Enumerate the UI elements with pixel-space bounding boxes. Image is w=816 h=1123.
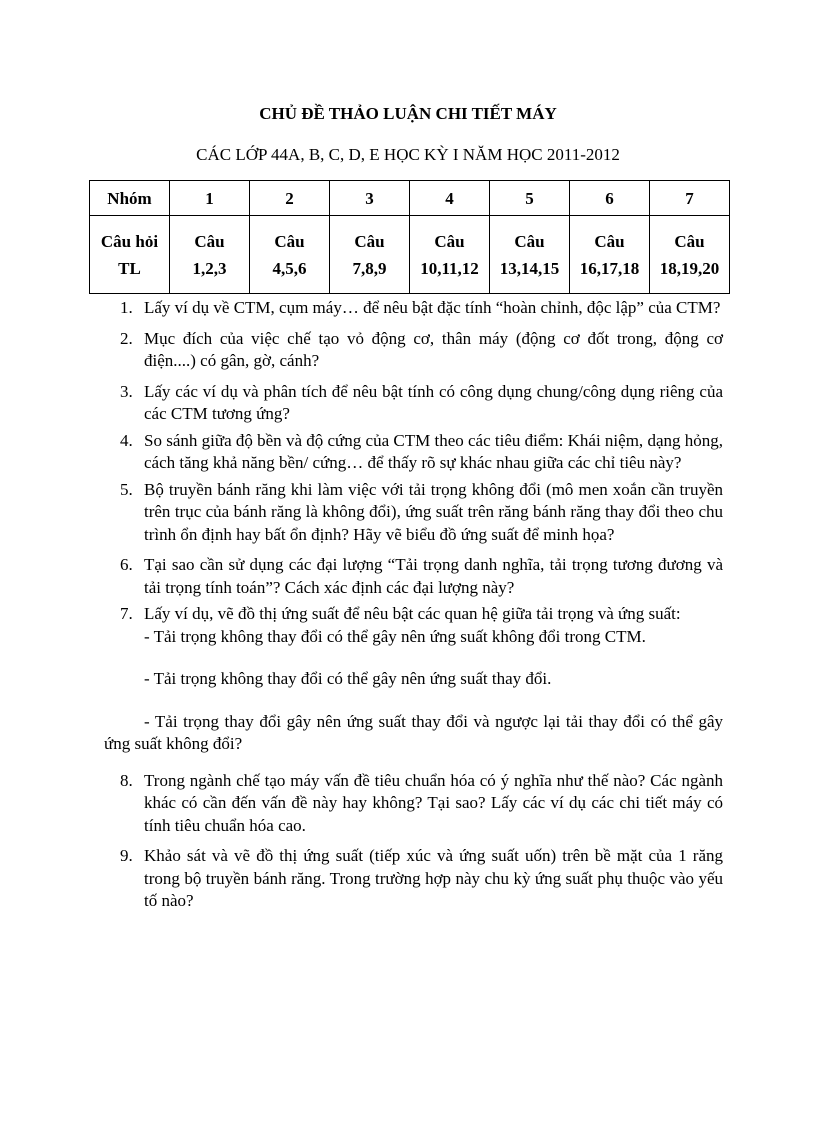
question-text: Tại sao cần sử dụng các đại lượng “Tải trọng danh nghĩa, tải trọng tương đương và tải trọng tính toán”? Cách xác định các đại lượng này? xyxy=(144,555,723,597)
question-text: Lấy các ví dụ và phân tích để nêu bật tính có công dụng chung/công dụng riêng của các CTM tương ứng? xyxy=(144,381,723,423)
question-subitem: - Tải trọng thay đổi gây nên ứng suất thay đổi và ngược lại tải thay đổi có thể gây ứng suất không đổi? xyxy=(104,711,723,753)
question-item xyxy=(104,381,723,426)
question-text: Lấy ví dụ về CTM, cụm máy… để nêu bật đặc tính “hoàn chỉnh, độc lập” của CTM? xyxy=(144,298,721,317)
question-item xyxy=(104,430,723,475)
table-cell-questions: Câu 1,2,3 xyxy=(170,216,250,294)
table-cell-questions: Câu 13,14,15 xyxy=(490,216,570,294)
table-cell-questions: Câu 7,8,9 xyxy=(330,216,410,294)
question-number: 2. xyxy=(120,328,133,348)
question-list xyxy=(104,297,723,913)
table-cell-group: 5 xyxy=(490,181,570,216)
table-cell-questions: Câu 4,5,6 xyxy=(250,216,330,294)
table-cell-questions: Câu 18,19,20 xyxy=(650,216,730,294)
table-cell-group: 1 xyxy=(170,181,250,216)
question-number: 5. xyxy=(120,479,133,499)
question-number: 8. xyxy=(120,770,133,790)
table-cell-header: Nhóm xyxy=(90,181,170,216)
question-text: So sánh giữa độ bền và độ cứng của CTM theo các tiêu điểm: Khái niệm, dạng hỏng, cách tăng khả năng bền/ cứng… để thấy rõ sự khác nhau giữa các chỉ tiêu này? xyxy=(144,430,723,472)
table-cell-group: 7 xyxy=(650,181,730,216)
question-item xyxy=(104,770,723,838)
group-assignment-table xyxy=(89,180,730,294)
question-text: Trong ngành chế tạo máy vấn đề tiêu chuẩn hóa có ý nghĩa như thế nào? Các ngành khác có cần đến vấn đề này hay không? Tại sao? Lấy các ví dụ các chi tiết máy có tính tiêu chuẩn hóa cao. xyxy=(144,770,723,835)
question-number: 6. xyxy=(120,555,133,574)
question-subitem: - Tải trọng không thay đổi có thể gây nên ứng suất thay đổi. xyxy=(144,669,552,688)
table-cell-group: 3 xyxy=(330,181,410,216)
question-number: 7. xyxy=(120,604,133,623)
table-cell-group: 6 xyxy=(570,181,650,216)
table-row-groups xyxy=(90,181,730,216)
question-text: Bộ truyền bánh răng khi làm việc với tải trọng không đổi (mô men xoắn cần truyền trên trục của bánh răng là không đổi), ứng suất trên răng bánh răng thay đổi theo chu trình ổn định hay bất ổn định? Hãy vẽ biểu đồ ứng suất để minh họa? xyxy=(144,479,723,544)
document-title: CHỦ ĐỀ THẢO LUẬN CHI TIẾT MÁY xyxy=(259,104,557,123)
question-subitem: - Tải trọng không thay đổi có thể gây nên ứng suất không đổi trong CTM. xyxy=(144,626,646,646)
question-item xyxy=(104,845,723,913)
question-item xyxy=(104,297,723,320)
table-cell-group: 2 xyxy=(250,181,330,216)
question-text: Lấy ví dụ, vẽ đồ thị ứng suất để nêu bật các quan hệ giữa tải trọng và ứng suất: xyxy=(144,604,681,623)
question-item xyxy=(104,479,723,547)
table-cell-header: Câu hỏi TL xyxy=(90,216,170,294)
question-number: 3. xyxy=(120,381,133,401)
question-number: 9. xyxy=(120,846,133,865)
table-row-questions xyxy=(90,216,730,294)
question-item xyxy=(104,603,723,756)
table-cell-questions: Câu 10,11,12 xyxy=(410,216,490,294)
question-item xyxy=(104,554,723,599)
question-item xyxy=(104,328,723,373)
question-number: 1. xyxy=(120,298,133,317)
document-subtitle: CÁC LỚP 44A, B, C, D, E HỌC KỲ I NĂM HỌC 2011-2012 xyxy=(196,145,620,164)
question-text: Khảo sát và vẽ đồ thị ứng suất (tiếp xúc và ứng suất uốn) trên bề mặt của 1 răng trong bộ truyền bánh răng. Trong trường hợp này chu kỳ ứng suất phụ thuộc vào yếu tố nào? xyxy=(144,846,723,910)
table-cell-questions: Câu 16,17,18 xyxy=(570,216,650,294)
table-cell-group: 4 xyxy=(410,181,490,216)
question-number: 4. xyxy=(120,430,133,450)
question-text: Mục đích của việc chế tạo vỏ động cơ, thân máy (động cơ đốt trong, động cơ điện....) có gân, gờ, cánh? xyxy=(144,328,723,370)
